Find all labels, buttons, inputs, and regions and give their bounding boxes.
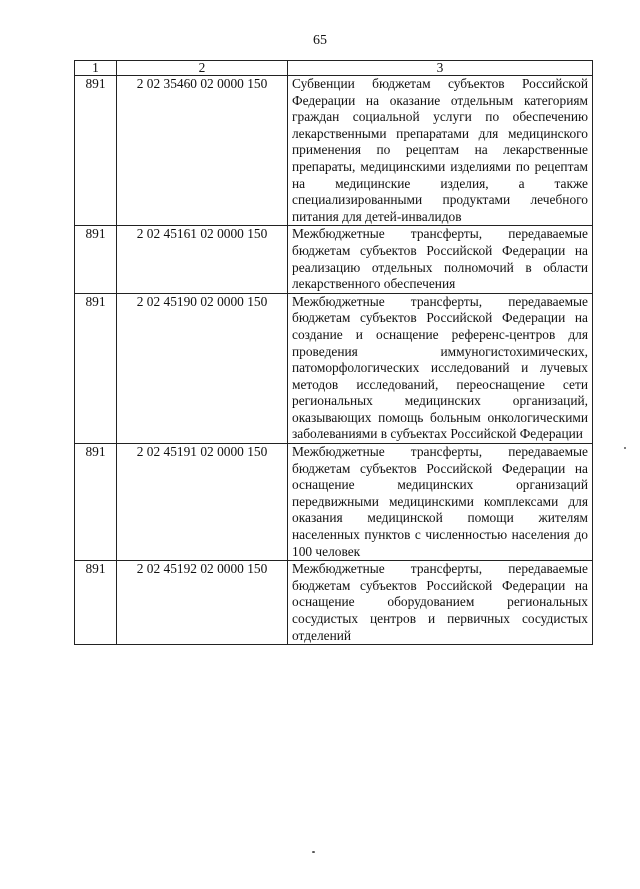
column-header-3: 3	[288, 61, 593, 76]
revenue-name-cell: Межбюджетные трансферты, передаваемые бюджетам субъектов Российской Федерации на реализацию отдельных полномочий в области лекарственного обеспечения	[288, 226, 593, 293]
revenue-name-cell: Межбюджетные трансферты, передаваемые бюджетам субъектов Российской Федерации на оснащение оборудованием региональных сосудистых центров и первичных сосудистых отделений	[288, 561, 593, 645]
table-row	[75, 293, 593, 443]
admin-code-cell: 891	[75, 76, 117, 226]
admin-code-cell: 891	[75, 293, 117, 443]
revenue-name-cell: Субвенции бюджетам субъектов Российской Федерации на оказание отдельным категориям граждан социальной услуги по обеспечению лекарственными препаратами для медицинского применения по рецептам на лекарственные препараты, медицинскими изделиями по рецептам на медицинские изделия, а также специализированными продуктами лечебного питания для детей-инвалидов	[288, 76, 593, 226]
table-row	[75, 561, 593, 645]
budget-classification-table	[74, 60, 593, 645]
revenue-name-cell: Межбюджетные трансферты, передаваемые бюджетам субъектов Российской Федерации на оснащение медицинских организаций передвижными медицинскими комплексами для оказания медицинской помощи жителям населенных пунктов с численностью населения до 100 человек	[288, 444, 593, 561]
column-header-1: 1	[75, 61, 117, 76]
page-number: 65	[313, 33, 327, 48]
table-row	[75, 444, 593, 561]
admin-code-cell: 891	[75, 444, 117, 561]
scan-speck	[624, 447, 626, 449]
kbk-code-cell: 2 02 45161 02 0000 150	[117, 226, 288, 293]
column-header-2: 2	[117, 61, 288, 76]
kbk-code-cell: 2 02 35460 02 0000 150	[117, 76, 288, 226]
kbk-code-cell: 2 02 45192 02 0000 150	[117, 561, 288, 645]
admin-code-cell: 891	[75, 226, 117, 293]
kbk-code-cell: 2 02 45191 02 0000 150	[117, 444, 288, 561]
revenue-name-cell: Межбюджетные трансферты, передаваемые бюджетам субъектов Российской Федерации на создание и оснащение референс-центров для проведения иммуногистохимических, патоморфологических исследований и лучевых методов исследований, переоснащение сети региональных медицинских организаций, оказывающих помощь больным онкологическими заболеваниями в субъектах Российской Федерации	[288, 293, 593, 443]
table-row	[75, 76, 593, 226]
table-row	[75, 226, 593, 293]
kbk-code-cell: 2 02 45190 02 0000 150	[117, 293, 288, 443]
admin-code-cell: 891	[75, 561, 117, 645]
table-header-row	[75, 61, 593, 76]
scan-speck	[312, 851, 315, 853]
